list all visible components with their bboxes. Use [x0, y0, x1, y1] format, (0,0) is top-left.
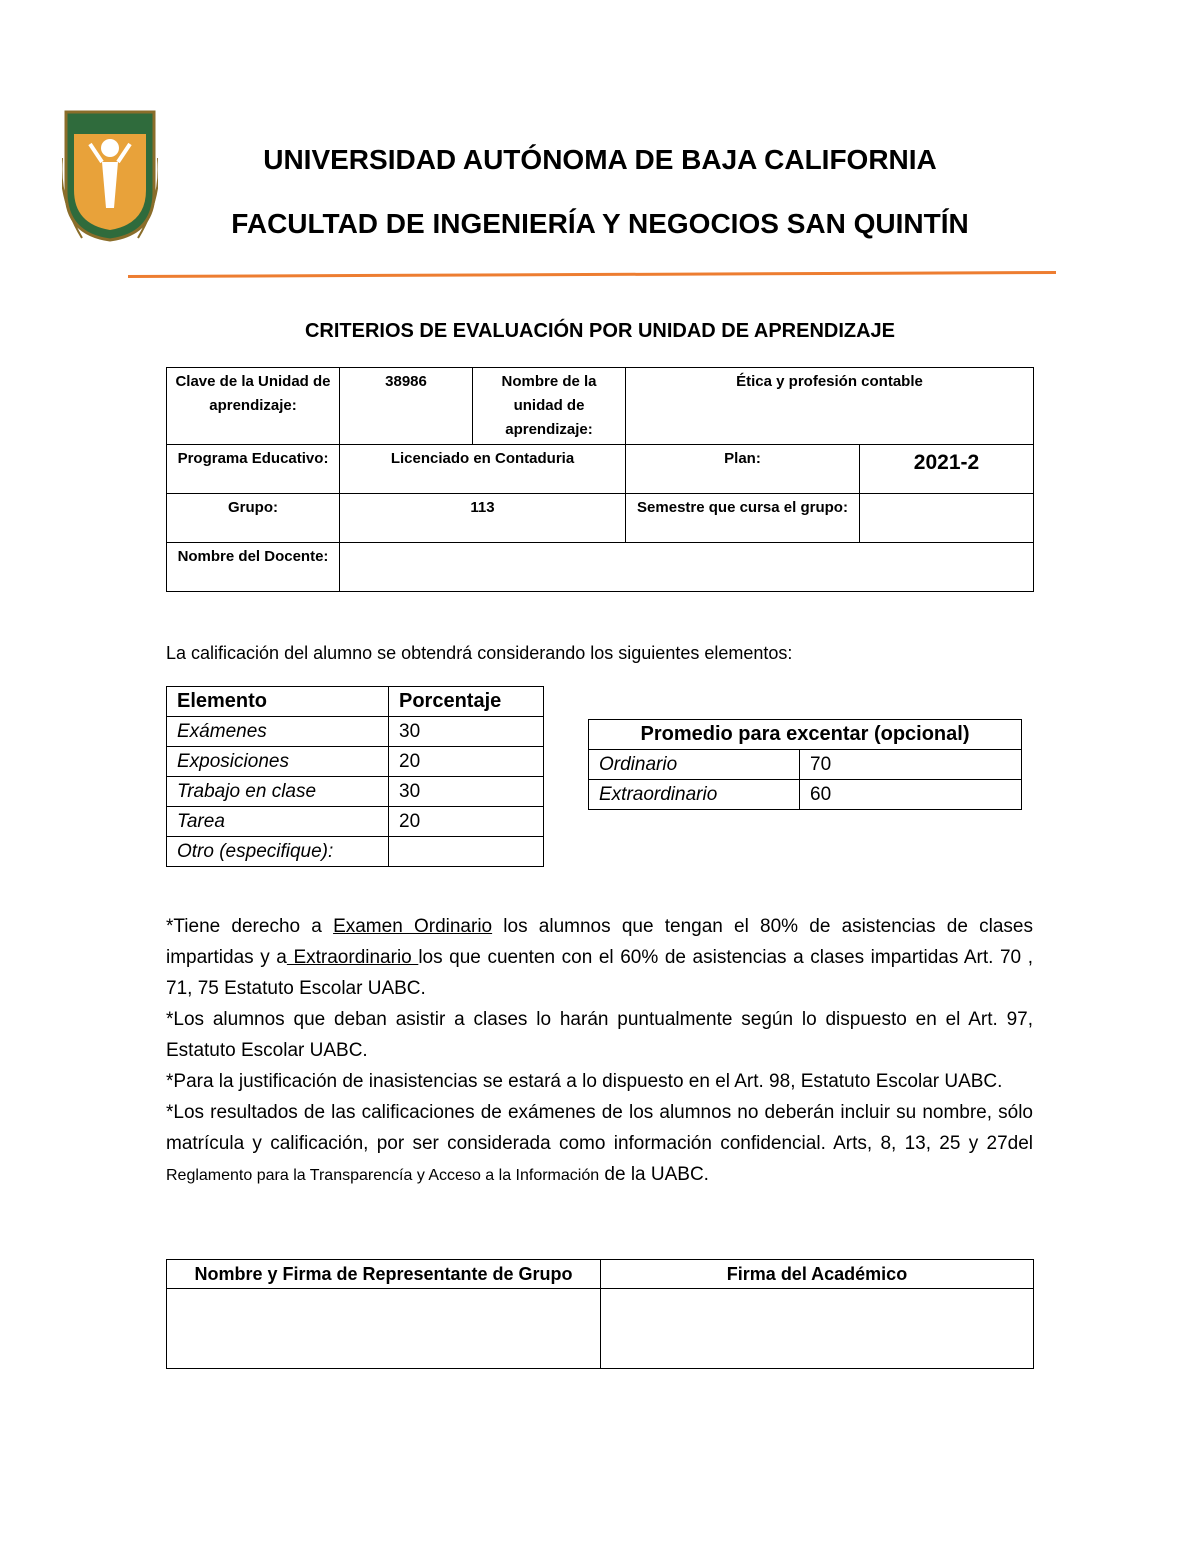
note-text: *Tiene derecho a — [166, 916, 334, 937]
intro-text: La calificación del alumno se obtendrá considerando los siguientes elementos: — [166, 643, 793, 663]
document-title: CRITERIOS DE EVALUACIÓN POR UNIDAD DE APRENDIZAJE — [304, 320, 896, 342]
examen-ordinario-text: Examen Ordinario — [333, 916, 493, 937]
element-name: Exámenes — [167, 717, 389, 747]
regulation-name: Reglamento para la Transparencía y Acceso a la Información — [166, 1167, 600, 1184]
average-name: Ordinario — [589, 750, 800, 780]
semestre-label: Semestre que cursa el grupo: — [626, 494, 860, 543]
uabc-shield-logo — [62, 108, 158, 244]
programa-value: Licenciado en Contaduria — [340, 445, 626, 494]
table-row — [167, 777, 544, 807]
plan-label: Plan: — [626, 445, 860, 494]
average-name: Extraordinario — [589, 780, 800, 810]
average-value: 60 — [800, 780, 1022, 810]
note-justification: *Para la justificación de inasistencias se estará a lo dispuesto en el Art. 98, Estatuto Escolar UABC. — [166, 1071, 1003, 1092]
note-confidentiality — [166, 1097, 1033, 1191]
clave-value: 38986 — [340, 368, 473, 445]
note-text: los alumnos que tengan el 80% de asistencias de clases impartidas y a — [166, 916, 1033, 968]
table-row — [167, 717, 544, 747]
element-percent — [389, 837, 544, 867]
elements-header-percent: Porcentaje — [389, 687, 544, 717]
element-percent: 30 — [389, 777, 544, 807]
table-row — [589, 750, 1022, 780]
signature-table — [166, 1259, 1034, 1369]
plan-value: 2021-2 — [860, 445, 1034, 494]
grupo-value: 113 — [340, 494, 626, 543]
docente-label: Nombre del Docente: — [167, 543, 340, 592]
programa-label: Programa Educativo: — [167, 445, 340, 494]
note-text: los que cuenten con el 60% de asistencias a clases impartidas Art. 70 , 71, 75 Estatuto Escolar UABC. — [166, 947, 1033, 999]
elements-header-name: Elemento — [167, 687, 389, 717]
note-attendance — [166, 911, 1033, 1004]
average-table-title: Promedio para excentar (opcional) — [589, 720, 1022, 750]
university-name: UNIVERSIDAD AUTÓNOMA DE BAJA CALIFORNIA — [263, 144, 937, 175]
acad-signature-box — [601, 1289, 1034, 1369]
grupo-label: Grupo: — [167, 494, 340, 543]
element-name: Otro (especifique): — [167, 837, 389, 867]
note-text: de la UABC. — [599, 1164, 709, 1185]
nombre-unidad-label: Nombre de la unidad de aprendizaje: — [473, 368, 626, 445]
evaluation-elements-table — [166, 686, 544, 867]
element-percent: 30 — [389, 717, 544, 747]
note-punctuality: *Los alumnos que deban asistir a clases lo harán puntualmente según lo dispuesto en el Art. 97, Estatuto Escolar UABC. — [166, 1009, 1033, 1061]
header-divider — [128, 270, 1056, 278]
element-name: Tarea — [167, 807, 389, 837]
element-percent: 20 — [389, 807, 544, 837]
rep-signature-label: Nombre y Firma de Representante de Grupo — [167, 1260, 601, 1289]
semestre-value — [860, 494, 1034, 543]
docente-value — [340, 543, 1034, 592]
element-name: Exposiciones — [167, 747, 389, 777]
nombre-unidad-value: Ética y profesión contable — [626, 368, 1034, 445]
acad-signature-label: Firma del Académico — [601, 1260, 1034, 1289]
note-text: *Los resultados de las calificaciones de exámenes de los alumnos no deberán incluir su nombre, sólo matrícula y calificación, por ser considerada como información confidencial. Arts, 8, 13, 25 y 27del — [166, 1102, 1033, 1154]
table-row — [589, 780, 1022, 810]
clave-label: Clave de la Unidad de aprendizaje: — [167, 368, 340, 445]
average-value: 70 — [800, 750, 1022, 780]
element-percent: 20 — [389, 747, 544, 777]
rep-signature-box — [167, 1289, 601, 1369]
element-name: Trabajo en clase — [167, 777, 389, 807]
notes-section — [166, 911, 1033, 1191]
table-row — [167, 837, 544, 867]
average-exemption-table — [588, 719, 1022, 810]
faculty-name: FACULTAD DE INGENIERÍA Y NEGOCIOS SAN QUINTÍN — [231, 208, 969, 239]
course-info-table — [166, 367, 1034, 592]
table-row — [167, 747, 544, 777]
table-row — [167, 807, 544, 837]
extraordinario-text: Extraordinario — [286, 947, 419, 968]
